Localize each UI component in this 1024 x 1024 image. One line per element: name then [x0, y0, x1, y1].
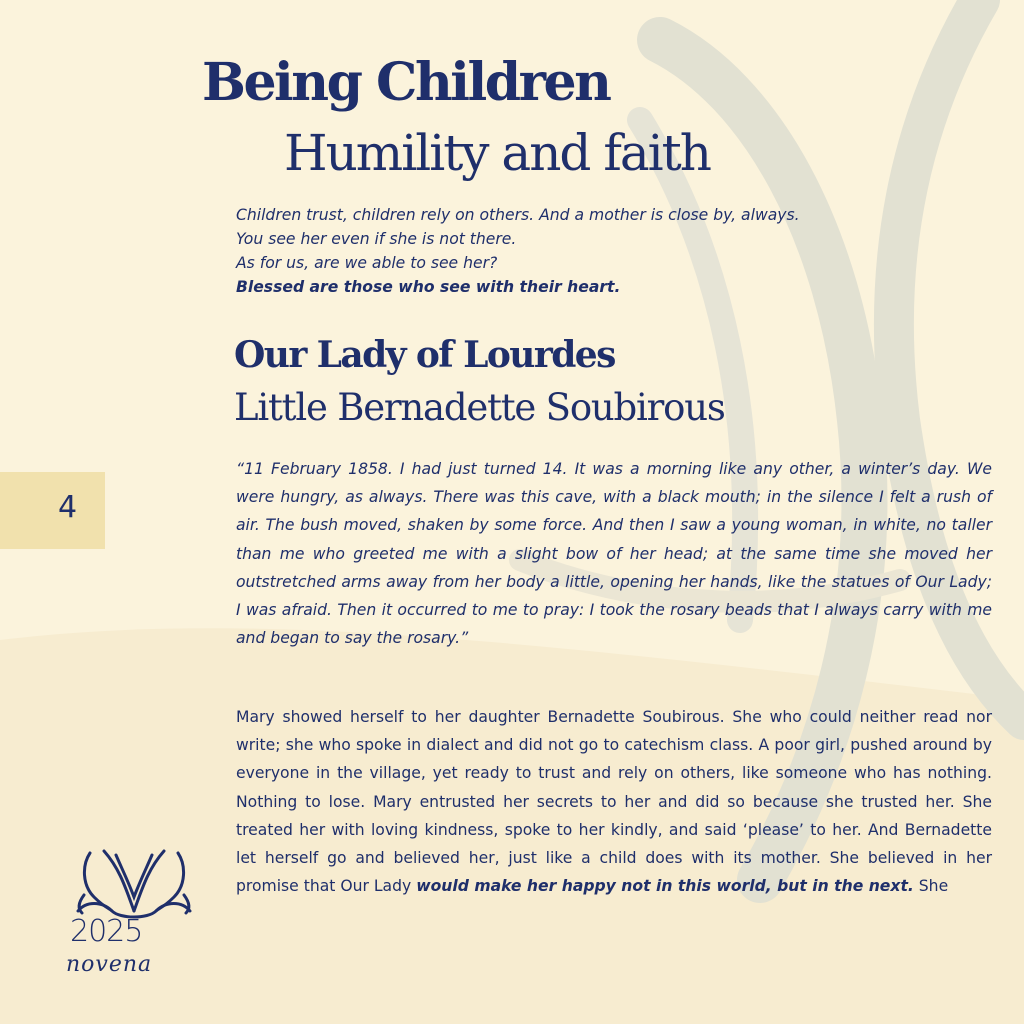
body-emphasis: would make her happy not in this world, but in the next.: [416, 877, 914, 896]
page-subtitle: Humility and faith: [284, 124, 710, 182]
section-title: Our Lady of Lourdes: [234, 334, 615, 376]
page-number: 4: [58, 490, 78, 525]
intro-paragraph: [236, 203, 996, 299]
intro-line: Children trust, children rely on others. And a mother is close by, always.: [236, 206, 800, 224]
logo-word: novena: [66, 952, 153, 977]
page-title: Being Children: [202, 52, 610, 113]
section-subtitle: Little Bernadette Soubirous: [234, 386, 725, 429]
body-paragraph: [236, 703, 992, 900]
body-text-before: Mary showed herself to her daughter Bernadette Soubirous. She who could neither read nor write; she who spoke in dialect and did not go to catechism class. A poor girl, pushed around by everyone in the village, yet ready to trust and rely on others, like someone who has nothing. Nothing to lose. Mary entrusted her secrets to her and did so because she trusted her. She treated her with loving kindness, spoke to her kindly, and said ‘please’ to her. And Bernadette let herself go and believed her, just like a child does with its mother. She believed in her promise that Our Lady: [236, 708, 992, 896]
body-text-after: She: [913, 877, 949, 896]
intro-line: You see her even if she is not there.: [236, 230, 517, 248]
logo-year: 2025: [70, 914, 143, 949]
intro-bold-line: Blessed are those who see with their heart.: [236, 278, 621, 296]
bernadette-quote: “11 February 1858. I had just turned 14. It was a morning like any other, a winter’s day. We were hungry, as always. There was this cave, with a black mouth; in the silence I felt a rush of air. The bush moved, shaken by some force. And then I saw a young woman, in white, no taller than me who greeted me with a slight bow of her head; at the same time she moved her outstretched arms away from her body a little, opening her hands, like the statues of Our Lady; I was afraid. Then it occurred to me to pray: I took the rosary beads that I always carry with me and began to say the rosary.”: [236, 460, 992, 648]
intro-line: As for us, are we able to see her?: [236, 254, 498, 272]
